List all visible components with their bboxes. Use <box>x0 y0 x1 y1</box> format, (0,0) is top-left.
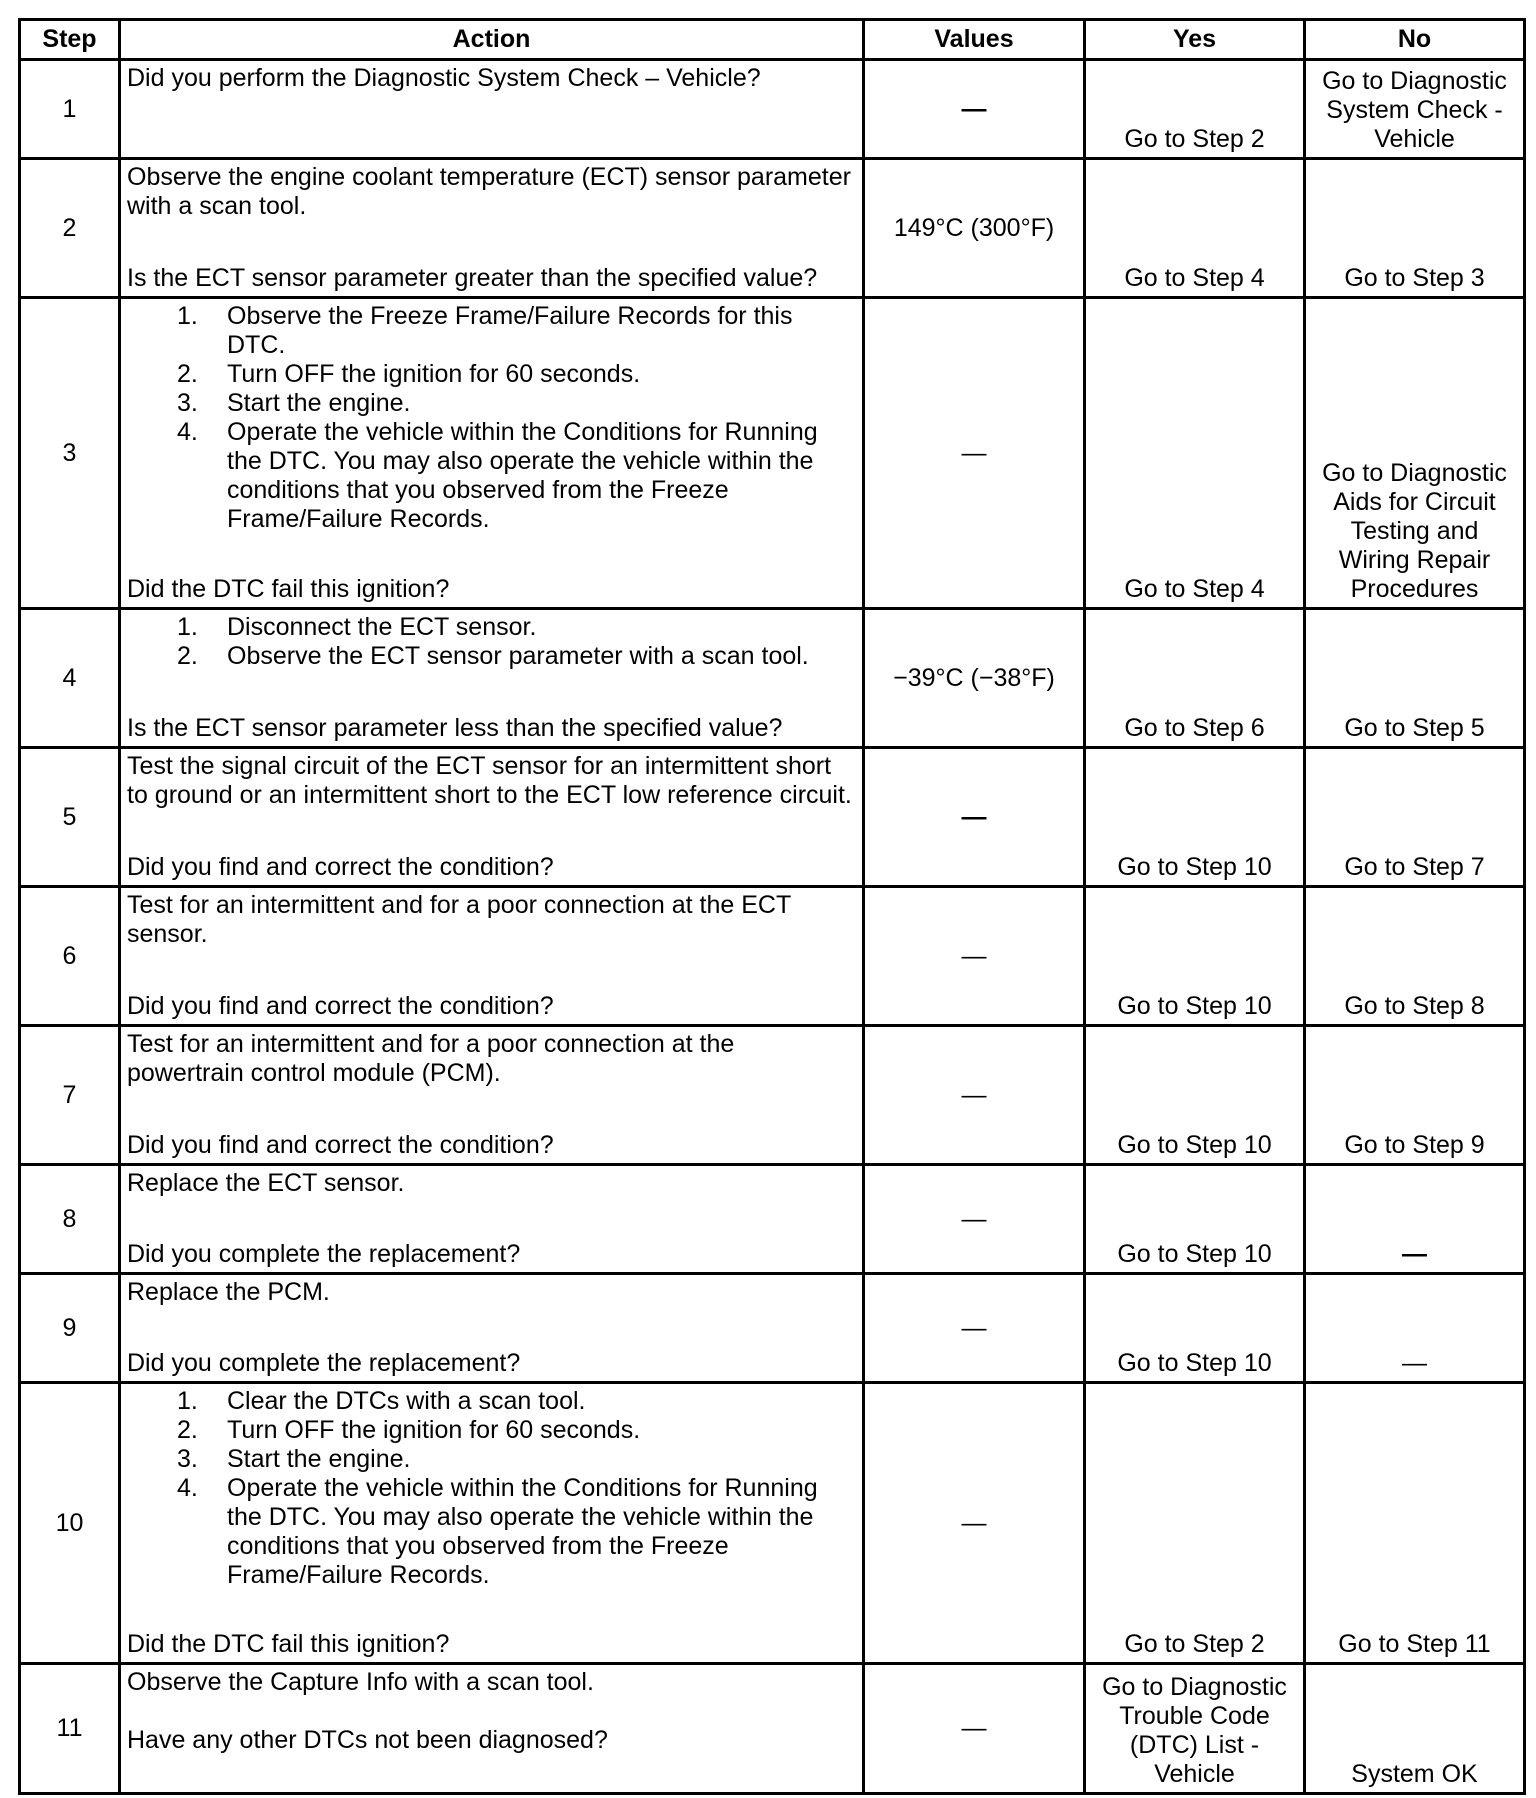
value-cell: 149°C (300°F) <box>864 159 1085 298</box>
action-text: Test the signal circuit of the ECT sensor for an intermittent short to ground or an intermittent short to the ECT low reference circuit. <box>127 752 852 809</box>
no-cell: System OK <box>1305 1664 1525 1794</box>
action-text: Test for an intermittent and for a poor connection at the ECT sensor. <box>127 891 791 948</box>
step-number: 6 <box>20 887 120 1026</box>
action-question: Have any other DTCs not been diagnosed? <box>127 1726 608 1754</box>
list-item: 4. Operate the vehicle within the Conditions for Running the DTC. You may also operate the vehicle within the conditions that you observed from the Freeze Frame/Failure Records. <box>177 1474 818 1589</box>
action-question: Did you complete the replacement? <box>127 1349 521 1377</box>
step-number: 8 <box>20 1165 120 1274</box>
yes-cell: Go to Step 10 <box>1085 1165 1305 1274</box>
step-number: 10 <box>20 1383 120 1664</box>
yes-cell: Go to Diagnostic Trouble Code (DTC) List - Vehicle <box>1085 1664 1305 1794</box>
action-question: Did you find and correct the condition? <box>127 992 554 1020</box>
step-number: 11 <box>20 1664 120 1794</box>
action-text: Observe the Capture Info with a scan tool. <box>127 1668 594 1696</box>
value-cell: — <box>864 887 1085 1026</box>
action-cell <box>120 1274 864 1383</box>
action-cell <box>120 1026 864 1165</box>
no-cell: Go to Step 5 <box>1305 609 1525 748</box>
action-text: Test for an intermittent and for a poor connection at the powertrain control module (PCM). <box>127 1030 735 1087</box>
action-list <box>127 302 856 534</box>
action-question: Did you complete the replacement? <box>127 1240 521 1268</box>
step-number: 4 <box>20 609 120 748</box>
action-cell <box>120 609 864 748</box>
header-step: Step <box>20 20 120 60</box>
yes-cell: Go to Step 10 <box>1085 887 1305 1026</box>
header-action: Action <box>120 20 864 60</box>
action-question: Is the ECT sensor parameter greater than the specified value? <box>127 264 818 292</box>
action-question: Did you find and correct the condition? <box>127 853 554 881</box>
action-question: Did the DTC fail this ignition? <box>127 575 450 603</box>
yes-cell: Go to Step 10 <box>1085 1274 1305 1383</box>
no-cell: Go to Step 9 <box>1305 1026 1525 1165</box>
no-cell: Go to Step 3 <box>1305 159 1525 298</box>
table-row <box>20 748 1525 887</box>
list-item: 2. Turn OFF the ignition for 60 seconds. <box>177 360 641 388</box>
action-text: Replace the ECT sensor. <box>127 1169 405 1197</box>
value-cell: — <box>864 60 1085 159</box>
action-list <box>127 1387 856 1590</box>
step-number: 1 <box>20 60 120 159</box>
action-text: Did you perform the Diagnostic System Check – Vehicle? <box>127 64 761 92</box>
list-item: 3. Start the engine. <box>177 1445 411 1473</box>
table-row <box>20 60 1525 159</box>
table-row <box>20 1383 1525 1664</box>
list-item: 1. Observe the Freeze Frame/Failure Records for this DTC. <box>177 302 793 359</box>
header-values: Values <box>864 20 1085 60</box>
list-item: 2. Turn OFF the ignition for 60 seconds. <box>177 1416 641 1444</box>
list-item: 3. Start the engine. <box>177 389 411 417</box>
yes-cell: Go to Step 10 <box>1085 748 1305 887</box>
action-cell <box>120 159 864 298</box>
value-cell: — <box>864 1026 1085 1165</box>
header-no: No <box>1305 20 1525 60</box>
list-item: 1. Disconnect the ECT sensor. <box>177 613 537 641</box>
table-row <box>20 609 1525 748</box>
table-row <box>20 887 1525 1026</box>
action-text: Observe the engine coolant temperature (ECT) sensor parameter with a scan tool. <box>127 163 851 220</box>
value-cell: — <box>864 298 1085 609</box>
no-cell: Go to Diagnostic Aids for Circuit Testing and Wiring Repair Procedures <box>1305 298 1525 609</box>
step-number: 3 <box>20 298 120 609</box>
header-row <box>20 20 1525 60</box>
header-yes: Yes <box>1085 20 1305 60</box>
action-cell <box>120 60 864 159</box>
table-row <box>20 1664 1525 1794</box>
table-row <box>20 1274 1525 1383</box>
action-cell <box>120 1165 864 1274</box>
no-cell: Go to Step 7 <box>1305 748 1525 887</box>
step-number: 5 <box>20 748 120 887</box>
table-row <box>20 298 1525 609</box>
list-item: 2. Observe the ECT sensor parameter with a scan tool. <box>177 642 809 670</box>
action-cell <box>120 887 864 1026</box>
step-number: 9 <box>20 1274 120 1383</box>
action-question: Did you find and correct the condition? <box>127 1131 554 1159</box>
yes-cell: Go to Step 10 <box>1085 1026 1305 1165</box>
value-cell: −39°C (−38°F) <box>864 609 1085 748</box>
action-cell <box>120 1383 864 1664</box>
action-text: Replace the PCM. <box>127 1278 330 1306</box>
value-cell: — <box>864 748 1085 887</box>
action-question: Is the ECT sensor parameter less than the specified value? <box>127 714 783 742</box>
value-cell: — <box>864 1383 1085 1664</box>
yes-cell: Go to Step 4 <box>1085 298 1305 609</box>
step-number: 7 <box>20 1026 120 1165</box>
list-item: 1. Clear the DTCs with a scan tool. <box>177 1387 586 1415</box>
no-cell: Go to Diagnostic System Check - Vehicle <box>1305 60 1525 159</box>
action-cell <box>120 298 864 609</box>
table-row <box>20 159 1525 298</box>
diagnostic-table <box>18 18 1526 1795</box>
action-question: Did the DTC fail this ignition? <box>127 1630 450 1658</box>
table-row <box>20 1026 1525 1165</box>
value-cell: — <box>864 1274 1085 1383</box>
no-cell: Go to Step 11 <box>1305 1383 1525 1664</box>
yes-cell: Go to Step 6 <box>1085 609 1305 748</box>
value-cell: — <box>864 1165 1085 1274</box>
yes-cell: Go to Step 2 <box>1085 60 1305 159</box>
action-cell <box>120 748 864 887</box>
list-item: 4. Operate the vehicle within the Conditions for Running the DTC. You may also operate the vehicle within the conditions that you observed from the Freeze Frame/Failure Records. <box>177 418 818 533</box>
no-cell: — <box>1305 1165 1525 1274</box>
action-list <box>127 613 856 671</box>
yes-cell: Go to Step 4 <box>1085 159 1305 298</box>
action-cell <box>120 1664 864 1794</box>
table-row <box>20 1165 1525 1274</box>
value-cell: — <box>864 1664 1085 1794</box>
no-cell: — <box>1305 1274 1525 1383</box>
step-number: 2 <box>20 159 120 298</box>
yes-cell: Go to Step 2 <box>1085 1383 1305 1664</box>
no-cell: Go to Step 8 <box>1305 887 1525 1026</box>
